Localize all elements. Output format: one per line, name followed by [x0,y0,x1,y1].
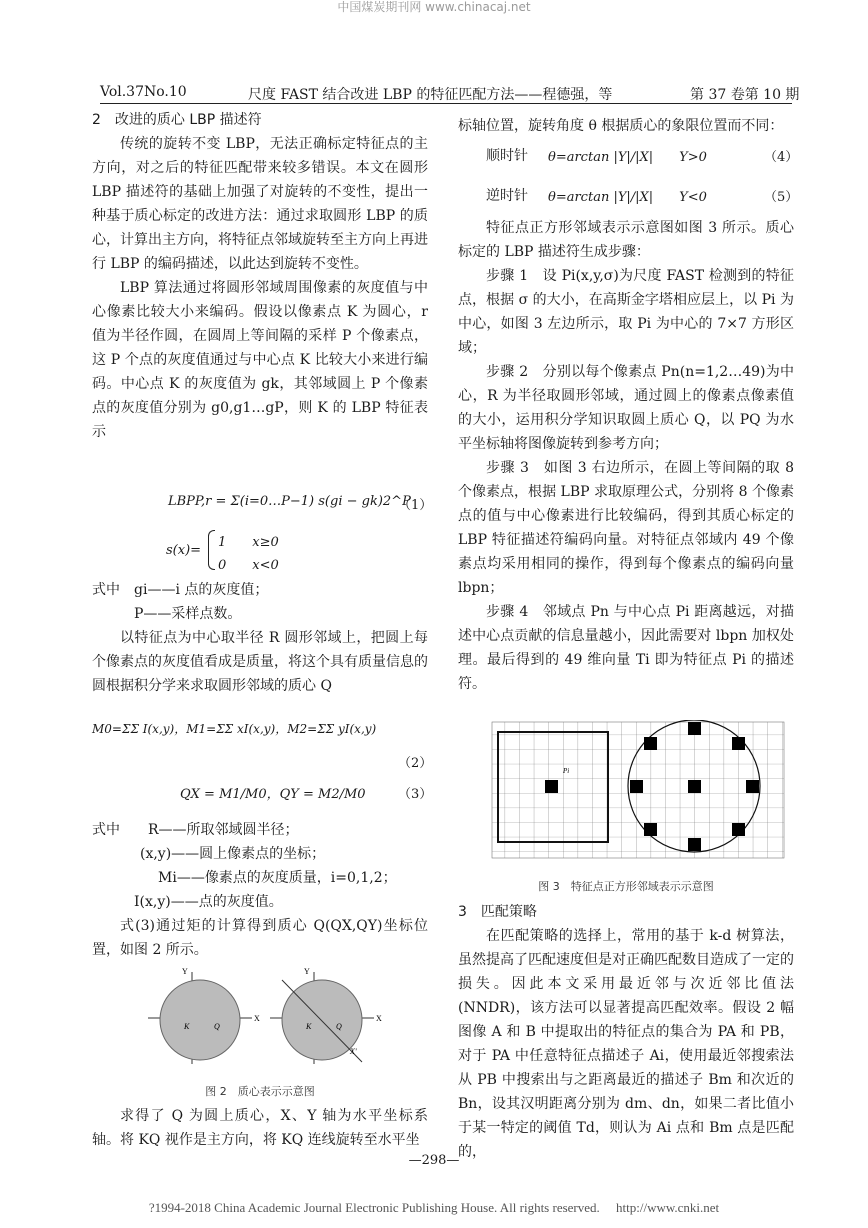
where-line: (x,y)——圆上像素点的坐标； [140,846,326,862]
sample-pixel [644,737,657,750]
equation-5-label: 逆时针 [486,188,528,204]
equation-3-number: （3） [398,787,433,802]
center-pixel [545,780,558,793]
right-column-top [458,114,794,138]
left-column [92,108,428,444]
paragraph: 式(3)通过矩的计算得到质心 Q(QX,QY)坐标位置，如图 2 所示。 [92,918,428,958]
page-number: —298— [408,1153,460,1168]
equation-2: M0=ΣΣ I(x,y)，M1=ΣΣ xI(x,y)，M2=ΣΣ yI(x,y) [92,722,377,736]
section-3-title: 3 匹配策略 [458,904,537,920]
sample-pixel [732,737,745,750]
left-column-lower [92,578,428,698]
header-title: 尺度 FAST 结合改进 LBP 的特征匹配方法——程德强，等 [248,87,613,103]
sample-pixel [630,780,643,793]
left-column-end [92,1104,428,1152]
watermark: 中国煤炭期刊网 www.chinacaj.net [337,0,531,14]
equation-brace [208,530,215,570]
equation-s-case-1: 1 x≥0 [218,535,279,550]
equation-4: θ=arctan |Y|/|X| Y>0 [548,150,707,165]
paragraph: LBP 算法通过将圆形邻域周围像素的灰度值与中心像素比较大小来编码。假设以像素点 K 为圆心，r 值为半径作圆，在圆周上等间隔的采样 P 个像素点，这 P 个点的灰度值通过与中心点 K 比较大小来进行编码。中心点 K 的灰度值为 gk，其邻域圆上 P 个像素点的灰度值分别为 g0,g1…gP，则 K 的 LBP 特征表示 [92,280,428,440]
paragraph: 求得了 Q 为圆上质心，X、Y 轴为水平坐标系轴。将 KQ 视作是主方向，将 KQ 连线旋转至水平坐 [92,1108,428,1148]
step-3: 步骤 3 如图 3 右边所示，在圆上等间隔的取 8 个像素点，根据 LBP 求取原理公式，分别将 8 个像素点的值与中心像素进行比较编码，得到其质心标定的 LBP 特征描述符编码向量。对特征点邻域内 49 个像素点均采用相同的操作，得到每个像素点的编码向量 lbpn； [458,460,794,596]
paragraph: 在匹配策略的选择上，常用的基于 k-d 树算法，虽然提高了匹配速度但是对正确匹配数目造成了一定的损失。因此本文采用最近邻与次近邻比值法(NNDR)，该方法可以显著提高匹配效率。假设 2 幅图像 A 和 B 中提取出的特征点的集合为 PA 和 PB，对于 PA 中任意特征点描述子 Ai，使用最近邻搜索法从 PB 中搜索出与之距离最近的描述子 Bm 和次近的 Bn，设其汉明距离分别为 dm、dn，如果二者比值小于某一特定的阈值 Td，则认为 Ai 点和 Bm 点是匹配的， [458,928,794,1160]
equation-4-number: （4） [764,150,799,165]
paragraph: 以特征点为中心取半径 R 圆形邻域上，把圆上每个像素点的灰度值看成是质量，将这个具有质量信息的圆根据积分学来求取圆形邻域的质心 Q [92,630,428,694]
equation-3: QX = M1/M0，QY = M2/M0 [180,787,366,802]
figure-2 [140,962,390,1072]
equation-4-label: 顺时针 [486,148,528,164]
where-line: 式中 gi——i 点的灰度值； [92,582,269,598]
equation-1: LBPP,r = Σ(i=0…P−1) s(gi − gk)2^P [168,494,411,509]
k-label: K [306,1022,312,1031]
x-label: X [254,1014,260,1023]
figure-2-caption: 图 2 质心表示示意图 [205,1085,315,1098]
x-prime-label: X' [350,1047,357,1056]
equation-s-lhs: s(x)= [166,543,202,558]
footer: ?1994-2018 China Academic Journal Electronic Publishing House. All rights reserved. http://www.cnki.net [148,1200,720,1215]
where-line: I(x,y)——点的灰度值。 [134,894,283,910]
equation-2-number: （2） [398,756,433,771]
paragraph: 传统的旋转不变 LBP，无法正确标定特征点的主方向，对之后的特征匹配带来较多错误。本文在圆形 LBP 描述符的基础上加强了对旋转的不变性，提出一种基于质心标定的改进方法：通过求取圆形 LBP 的质心，计算出主方向，将特征点邻域旋转至主方向上再进行 LBP 的编码描述，以此达到旋转不变性。 [92,136,428,272]
figure-2-left [148,967,260,1064]
header-volume: Vol.37No.10 [100,84,187,100]
y-label: Y [182,967,188,976]
right-column [458,216,794,696]
section-2-title: 2 改进的质心 LBP 描述符 [92,112,262,128]
equation-1-number: （1） [398,498,433,513]
sample-pixel [688,722,701,735]
figure-2-right [270,967,382,1064]
q-label: Q [214,1022,220,1031]
where-block [92,818,428,962]
neighborhood-circle [160,980,240,1060]
step-4: 步骤 4 邻域点 Pn 与中心点 Pi 距离越远，对描述中心点贡献的信息量越小，因此需要对 lbpn 加权处理。最后得到的 49 维向量 Ti 即为特征点 Pi 的描述符。 [458,604,794,692]
sample-pixel [644,823,657,836]
center-pixel [688,780,701,793]
equation-s-case-2: 0 x<0 [218,558,279,573]
k-label: K [184,1022,190,1031]
pi-label: Pi [563,767,570,775]
paragraph: 标轴位置，旋转角度 θ 根据质心的象限位置而不同： [458,118,784,134]
header-rule [100,103,792,104]
sample-pixel [688,838,701,851]
step-2: 步骤 2 分别以每个像素点 Pn(n=1,2…49)为中心，R 为半径取圆形邻域，通过圆上的像素点像素值的大小，运用积分学知识取圆上质心 Q，以 PQ 为水平坐标轴将图像旋转到参考方向； [458,364,794,452]
where-line: 式中 R——所取邻域圆半径； [92,822,299,838]
figure-3 [490,720,790,862]
q-label: Q [336,1022,342,1031]
equation-5: θ=arctan |Y|/|X| Y<0 [548,190,707,205]
equation-5-number: （5） [764,190,799,205]
header-issue: 第 37 卷第 10 期 [690,87,800,103]
sample-pixel [746,780,759,793]
x-label: X [376,1014,382,1023]
sample-pixel [732,823,745,836]
figure-3-caption: 图 3 特征点正方形邻域表示示意图 [538,880,714,893]
step-1: 步骤 1 设 Pi(x,y,σ)为尺度 FAST 检测到的特征点，根据 σ 的大小，在高斯金字塔相应层上，以 Pi 为中心，如图 3 左边所示，取 Pi 为中心的 7×7 方形区域； [458,268,794,356]
paragraph: 特征点正方形邻域表示示意图如图 3 所示。质心标定的 LBP 描述符生成步骤： [458,220,794,260]
right-column-lower [458,900,794,1164]
where-line: P——采样点数。 [134,606,242,622]
where-line: Mi——像素点的灰度质量，i=0,1,2； [158,870,397,886]
y-label: Y [304,967,310,976]
